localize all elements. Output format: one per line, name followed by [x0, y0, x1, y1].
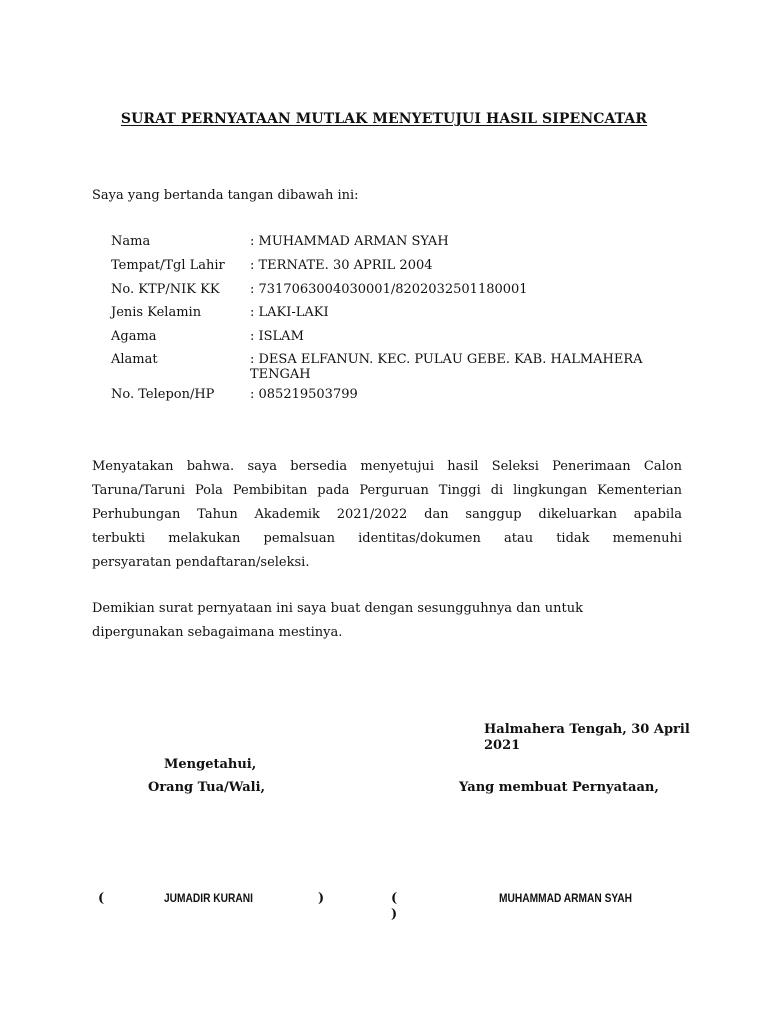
statement-line: terbukti melakukan pemalsuan identitas/dokumen atau tidak memenuhi	[92, 531, 682, 546]
paren-close: )	[318, 891, 325, 906]
closing-line: dipergunakan sebagaimana mestinya.	[92, 625, 343, 640]
place-date-line1: Halmahera Tengah, 30 April	[484, 722, 690, 737]
paren-close: )	[391, 907, 398, 922]
maker-label: Yang membuat Pernyataan,	[459, 780, 659, 795]
field-value-nama: : MUHAMMAD ARMAN SYAH	[250, 234, 449, 249]
paren-open: (	[98, 891, 105, 906]
field-label-jenis-kelamin: Jenis Kelamin	[111, 305, 202, 320]
paren-open: (	[391, 891, 398, 906]
field-label-alamat: Alamat	[111, 352, 158, 367]
maker-name: MUHAMMAD ARMAN SYAH	[499, 891, 632, 905]
field-value-telepon: : 085219503799	[250, 387, 358, 402]
field-value-alamat-cont: TENGAH	[250, 367, 311, 382]
field-label-ktp: No. KTP/NIK KK	[111, 282, 220, 297]
field-value-ttl: : TERNATE. 30 APRIL 2004	[250, 258, 433, 273]
intro-text: Saya yang bertanda tangan dibawah ini:	[92, 188, 359, 203]
statement-line: persyaratan pendaftaran/seleksi.	[92, 555, 310, 570]
mengetahui-label: Mengetahui,	[164, 757, 257, 772]
field-value-agama: : ISLAM	[250, 329, 304, 344]
statement-line: Perhubungan Tahun Akademik 2021/2022 dan sanggup dikeluarkan apabila	[92, 507, 682, 522]
statement-line: Taruna/Taruni Pola Pembibitan pada Perguruan Tinggi di lingkungan Kementerian	[92, 483, 682, 498]
field-label-telepon: No. Telepon/HP	[111, 387, 215, 402]
field-value-alamat: : DESA ELFANUN. KEC. PULAU GEBE. KAB. HALMAHERA	[250, 352, 643, 367]
field-label-nama: Nama	[111, 234, 151, 249]
field-label-agama: Agama	[111, 329, 157, 344]
document-title: SURAT PERNYATAAN MUTLAK MENYETUJUI HASIL SIPENCATAR	[120, 111, 648, 127]
closing-line: Demikian surat pernyataan ini saya buat dengan sesungguhnya dan untuk	[92, 601, 583, 616]
field-label-ttl: Tempat/Tgl Lahir	[111, 258, 225, 273]
field-value-ktp: : 7317063004030001/8202032501180001	[250, 282, 528, 297]
parent-name: JUMADIR KURANI	[164, 891, 253, 905]
place-date-line2: 2021	[484, 738, 521, 753]
parent-label: Orang Tua/Wali,	[148, 780, 266, 795]
field-value-jenis-kelamin: : LAKI-LAKI	[250, 305, 329, 320]
statement-line: Menyatakan bahwa. saya bersedia menyetujui hasil Seleksi Penerimaan Calon	[92, 459, 682, 474]
